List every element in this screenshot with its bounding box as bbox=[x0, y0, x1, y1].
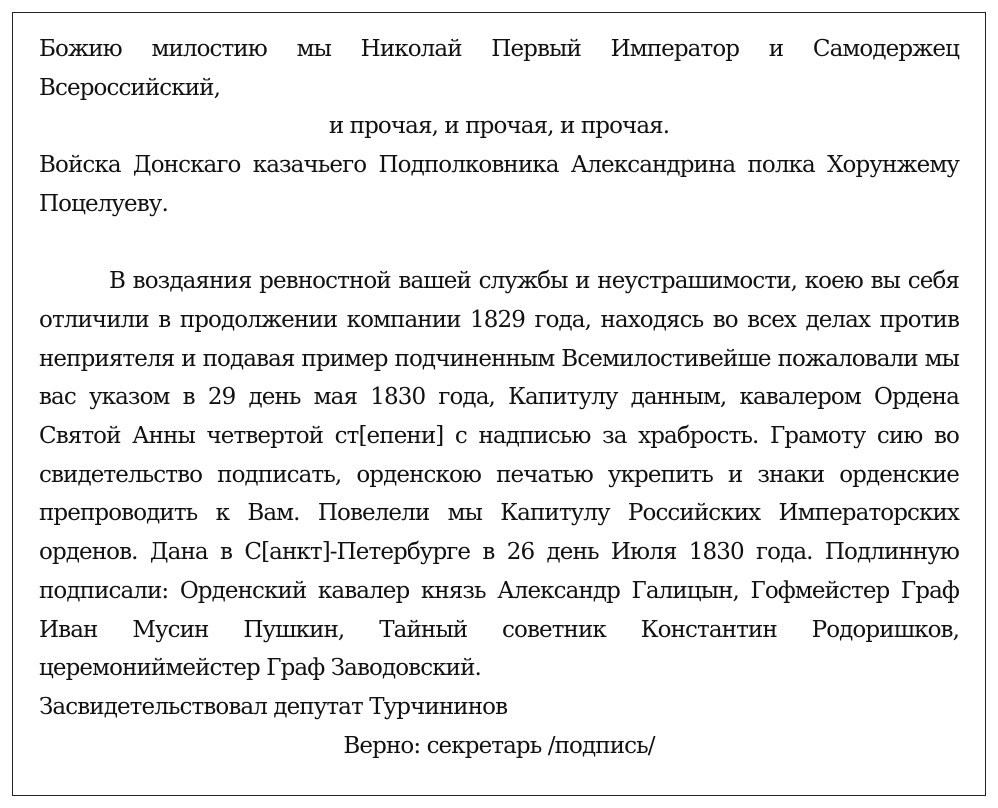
body-paragraph: В воздаяния ревностной вашей службы и неустрашимости, коею вы себя отличили в продолжении компании 1829 года, находясь во всех делах против неприятеля и подавая пример подчиненным Всемилостивейше пожаловали мы вас указом в 29 день мая 1830 года, Капитулу данным, кавалером Ордена Святой Анны четвертой ст[епени] с надписью за храбрость. Грамоту сию во свидетельство подписать, орденскою печатью укрепить и знаки орденские препроводить к Вам. Повелели мы Капитулу Российских Императорских орденов. Дана в С[анкт]-Петербурге в 26 день Июля 1830 года. Подлинную подписали: Орденский кавалер князь Александр Галицын, Гофмейстер Граф Иван Мусин Пушкин, Тайный советник Константин Родоришков, церемониймейстер Граф Заводовский. bbox=[39, 268, 959, 682]
certification-line: Верно: секретарь /подпись/ bbox=[343, 732, 655, 759]
attestation-line: Засвидетельствовал депутат Турчининов bbox=[39, 693, 508, 720]
heading-line: Божию милостию мы Николай Первый Император и Самодержец Всероссийский, bbox=[39, 36, 959, 101]
document-text bbox=[39, 30, 959, 765]
blank-line bbox=[39, 224, 959, 263]
addressee-line: Войска Донскаго казачьего Подполковника Александрина полка Хорунжему Поцелуеву. bbox=[39, 152, 959, 217]
titles-line: и прочая, и прочая, и прочая. bbox=[328, 113, 670, 140]
document-frame bbox=[12, 12, 986, 796]
